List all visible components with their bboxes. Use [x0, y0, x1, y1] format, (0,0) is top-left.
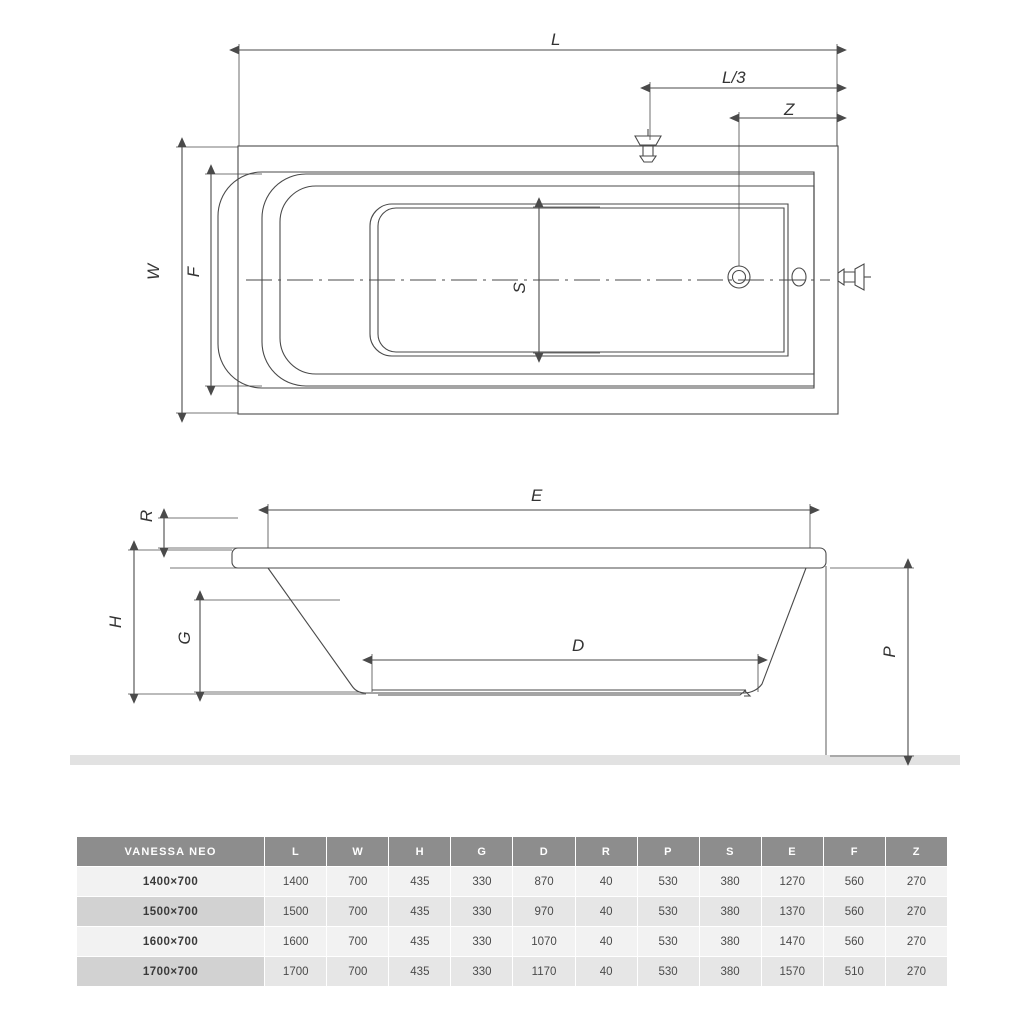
- table-header-cell: D: [513, 837, 575, 867]
- table-cell: 270: [885, 957, 947, 987]
- table-header-cell: P: [637, 837, 699, 867]
- table-row: [77, 897, 948, 927]
- table-cell: 870: [513, 867, 575, 897]
- table-cell: 40: [575, 897, 637, 927]
- dim-label-P: P: [880, 646, 899, 658]
- table-row: [77, 867, 948, 897]
- table-row: [77, 927, 948, 957]
- table-cell: 970: [513, 897, 575, 927]
- table-cell: 330: [451, 897, 513, 927]
- table-cell: 435: [389, 897, 451, 927]
- spec-table: [76, 836, 948, 987]
- table-row-name: 1500×700: [77, 897, 265, 927]
- dim-label-G: G: [175, 631, 194, 645]
- table-cell: 510: [823, 957, 885, 987]
- table-cell: 40: [575, 927, 637, 957]
- table-cell: 1070: [513, 927, 575, 957]
- table-header-row: [77, 837, 948, 867]
- table-header-cell: H: [389, 837, 451, 867]
- table-header-cell: L: [265, 837, 327, 867]
- dim-label-Z: Z: [784, 100, 795, 119]
- table-header-cell: S: [699, 837, 761, 867]
- table-cell: 380: [699, 927, 761, 957]
- table-cell: 530: [637, 927, 699, 957]
- table-cell: 1600: [265, 927, 327, 957]
- table-row-name: 1700×700: [77, 957, 265, 987]
- dim-label-H: H: [106, 615, 125, 629]
- dim-label-R: R: [137, 509, 156, 523]
- table-cell: 700: [327, 927, 389, 957]
- table-cell: 380: [699, 867, 761, 897]
- table-cell: 1270: [761, 867, 823, 897]
- table-cell: 435: [389, 957, 451, 987]
- table-cell: 40: [575, 957, 637, 987]
- table-cell: 1500: [265, 897, 327, 927]
- table-cell: 270: [885, 927, 947, 957]
- table-header-cell: VANESSA NEO: [77, 837, 265, 867]
- dim-label-W: W: [144, 263, 163, 281]
- table-cell: 1700: [265, 957, 327, 987]
- table-cell: 700: [327, 867, 389, 897]
- table-cell: 530: [637, 957, 699, 987]
- table-header-cell: F: [823, 837, 885, 867]
- table-header-cell: W: [327, 837, 389, 867]
- table-cell: 1470: [761, 927, 823, 957]
- table-cell: 40: [575, 867, 637, 897]
- table-cell: 560: [823, 897, 885, 927]
- table-cell: 530: [637, 867, 699, 897]
- table-cell: 330: [451, 927, 513, 957]
- table-cell: 330: [451, 957, 513, 987]
- table-row: [77, 957, 948, 987]
- table-cell: 270: [885, 867, 947, 897]
- table-cell: 435: [389, 867, 451, 897]
- table-cell: 1400: [265, 867, 327, 897]
- dim-label-S: S: [510, 282, 529, 294]
- table-row-name: 1400×700: [77, 867, 265, 897]
- table-row-name: 1600×700: [77, 927, 265, 957]
- table-cell: 560: [823, 927, 885, 957]
- dim-label-D: D: [572, 636, 585, 655]
- dim-label-F: F: [184, 266, 203, 278]
- table-cell: 330: [451, 867, 513, 897]
- dim-label-E: E: [531, 486, 543, 505]
- table-cell: 1570: [761, 957, 823, 987]
- table-cell: 700: [327, 957, 389, 987]
- table-header-cell: Z: [885, 837, 947, 867]
- table-cell: 700: [327, 897, 389, 927]
- table-cell: 530: [637, 897, 699, 927]
- table-cell: 380: [699, 897, 761, 927]
- table-header-cell: R: [575, 837, 637, 867]
- table-cell: 270: [885, 897, 947, 927]
- table-header-cell: E: [761, 837, 823, 867]
- dim-label-L3: L/3: [722, 68, 746, 87]
- dim-label-L: L: [551, 30, 561, 49]
- table-header-cell: G: [451, 837, 513, 867]
- table-cell: 560: [823, 867, 885, 897]
- table-cell: 435: [389, 927, 451, 957]
- table-cell: 1170: [513, 957, 575, 987]
- table-cell: 380: [699, 957, 761, 987]
- table-cell: 1370: [761, 897, 823, 927]
